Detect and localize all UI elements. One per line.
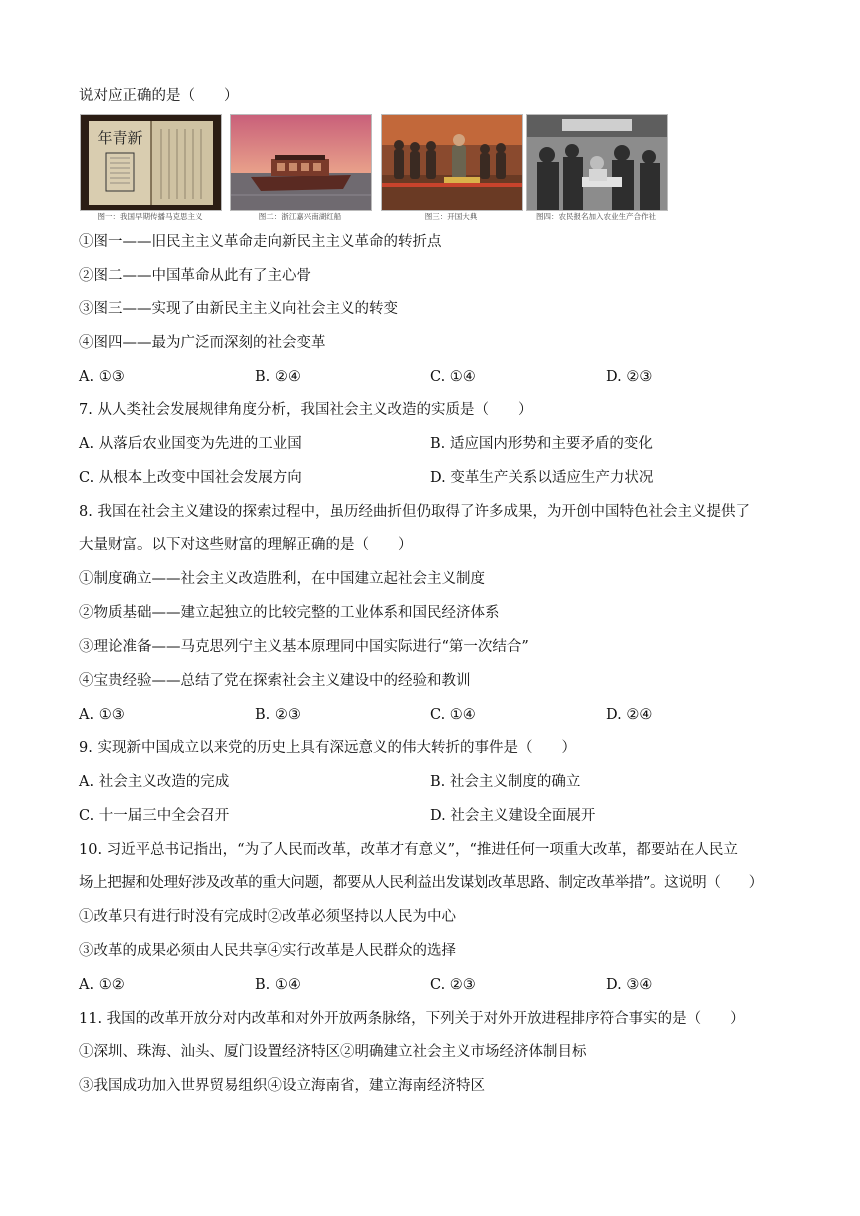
figure-2-caption: 图二：浙江嘉兴南湖红船 [258, 212, 342, 221]
q7-option-b: B. 适应国内形势和主要矛盾的变化 [430, 436, 653, 452]
figure-3-caption: 图三：开国大典 [424, 212, 478, 221]
q6-stem-tail: 说对应正确的是（ ） [79, 88, 239, 104]
figure-3-image [381, 114, 523, 211]
q8-option-a: A. ①③ [79, 707, 125, 723]
figure-1-image [80, 114, 222, 211]
q6-statement-1: ①图一——旧民主主义革命走向新民主主义革命的转折点 [79, 234, 442, 250]
figure-2-image [230, 114, 372, 211]
q10-option-c: C. ②③ [430, 977, 476, 993]
q8-statement-4: ④宝贵经验——总结了党在探索社会主义建设中的经验和教训 [79, 673, 471, 689]
svg-text:年青新: 年青新 [97, 129, 143, 147]
q8-stem-line-2: 大量财富。以下对这些财富的理解正确的是（ ） [79, 537, 413, 553]
q9-stem: 9. 实现新中国成立以来党的历史上具有深远意义的伟大转折的事件是（ ） [79, 740, 576, 756]
q7-stem: 7. 从人类社会发展规律角度分析，我国社会主义改造的实质是（ ） [79, 402, 533, 418]
q11-statement-line-2: ③我国成功加入世界贸易组织④设立海南省，建立海南经济特区 [79, 1078, 485, 1094]
q9-option-a: A. 社会主义改造的完成 [79, 774, 230, 790]
figure-4-caption: 图四：农民报名加入农业生产合作社 [536, 212, 656, 221]
q8-option-c: C. ①④ [430, 707, 476, 723]
q11-stem: 11. 我国的改革开放分对内改革和对外开放两条脉络，下列关于对外开放进程排序符合事实的是（ ） [79, 1011, 745, 1027]
q6-statement-4: ④图四——最为广泛而深刻的社会变革 [79, 335, 326, 351]
q6-option-c: C. ①④ [430, 369, 476, 385]
q6-statement-3: ③图三——实现了由新民主主义向社会主义的转变 [79, 301, 398, 317]
q8-statement-2: ②物质基础——建立起独立的比较完整的工业体系和国民经济体系 [79, 605, 500, 621]
q10-stem-line-1: 10. 习近平总书记指出，“为了人民而改革，改革才有意义”，“推进任何一项重大改革，都要站在人民立 [79, 842, 738, 858]
figure-1-caption: 图一：我国早期传播马克思主义 [97, 212, 203, 221]
q11-statement-line-1: ①深圳、珠海、汕头、厦门设置经济特区②明确建立社会主义市场经济体制目标 [79, 1044, 587, 1060]
q8-stem-line-1: 8. 我国在社会主义建设的探索过程中，虽历经曲折但仍取得了许多成果，为开创中国特色社会主义提供了 [79, 504, 750, 520]
q10-option-d: D. ③④ [606, 977, 653, 993]
q10-statement-line-1: ①改革只有进行时没有完成时②改革必须坚持以人民为中心 [79, 909, 456, 925]
q9-option-b: B. 社会主义制度的确立 [430, 774, 581, 790]
q8-option-d: D. ②④ [606, 707, 653, 723]
q10-option-b: B. ①④ [255, 977, 301, 993]
q8-statement-3: ③理论准备——马克思列宁主义基本原理同中国实际进行“第一次结合” [79, 639, 529, 655]
q7-option-d: D. 变革生产关系以适应生产力状况 [430, 470, 654, 486]
q6-option-a: A. ①③ [79, 369, 125, 385]
q6-option-d: D. ②③ [606, 369, 653, 385]
q10-statement-line-2: ③改革的成果必须由人民共享④实行改革是人民群众的选择 [79, 943, 456, 959]
q8-statement-1: ①制度确立——社会主义改造胜利，在中国建立起社会主义制度 [79, 571, 485, 587]
q7-option-a: A. 从落后农业国变为先进的工业国 [79, 436, 302, 452]
q10-stem-line-2: 场上把握和处理好涉及改革的重大问题，都要从人民利益出发谋划改革思路、制定改革举措”。这说明（ ） [79, 875, 763, 891]
q8-option-b: B. ②③ [255, 707, 301, 723]
q9-option-d: D. 社会主义建设全面展开 [430, 808, 596, 824]
q6-statement-2: ②图二——中国革命从此有了主心骨 [79, 268, 311, 284]
q6-option-b: B. ②④ [255, 369, 301, 385]
q9-option-c: C. 十一届三中全会召开 [79, 808, 230, 824]
q7-option-c: C. 从根本上改变中国社会发展方向 [79, 470, 302, 486]
figure-4-image [526, 114, 668, 211]
q10-option-a: A. ①② [79, 977, 125, 993]
